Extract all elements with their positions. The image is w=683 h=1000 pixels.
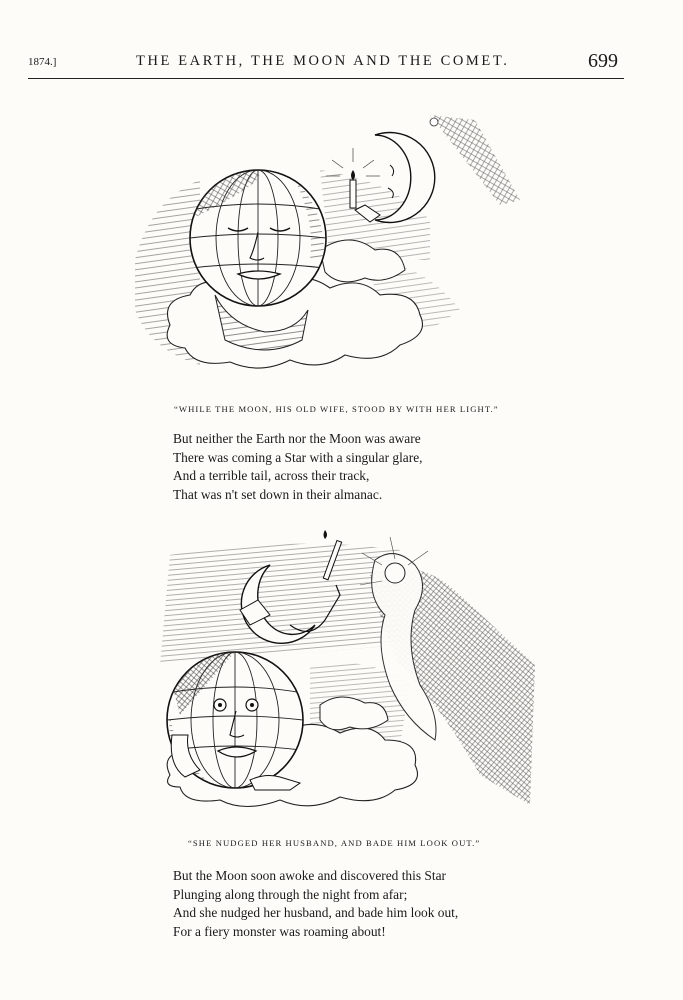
- verse-line: And she nudged her husband, and bade him look out,: [173, 905, 459, 920]
- verse-line: But neither the Earth nor the Moon was aware: [173, 431, 421, 446]
- header-year: 1874.]: [28, 56, 57, 68]
- verse-line: Plunging along through the night from afar;: [173, 886, 408, 902]
- verse-line: But the Moon soon awoke and discovered this Star: [173, 868, 446, 883]
- verse-stanza-2: [173, 867, 458, 941]
- figure-caption-1: “WHILE THE MOON, HIS OLD WIFE, STOOD BY WITH HER LIGHT.”: [174, 404, 499, 414]
- running-header: [28, 52, 618, 74]
- illustration-moon-nudges-earth: [140, 515, 540, 820]
- verse-stanza-1: [173, 430, 423, 504]
- figure-caption-2: “SHE NUDGED HER HUSBAND, AND BADE HIM LOOK OUT.”: [188, 838, 481, 848]
- verse-line: There was coming a Star with a singular glare,: [173, 449, 423, 465]
- illustration-sleeping-earth: [130, 110, 530, 380]
- verse-line: For a fiery monster was roaming about!: [173, 923, 386, 939]
- header-title: THE EARTH, THE MOON AND THE COMET.: [136, 53, 510, 69]
- header-rule: [28, 78, 624, 79]
- page-number: 699: [588, 50, 618, 72]
- verse-line: That was n't set down in their almanac.: [173, 486, 383, 502]
- verse-line: And a terrible tail, across their track,: [173, 468, 370, 483]
